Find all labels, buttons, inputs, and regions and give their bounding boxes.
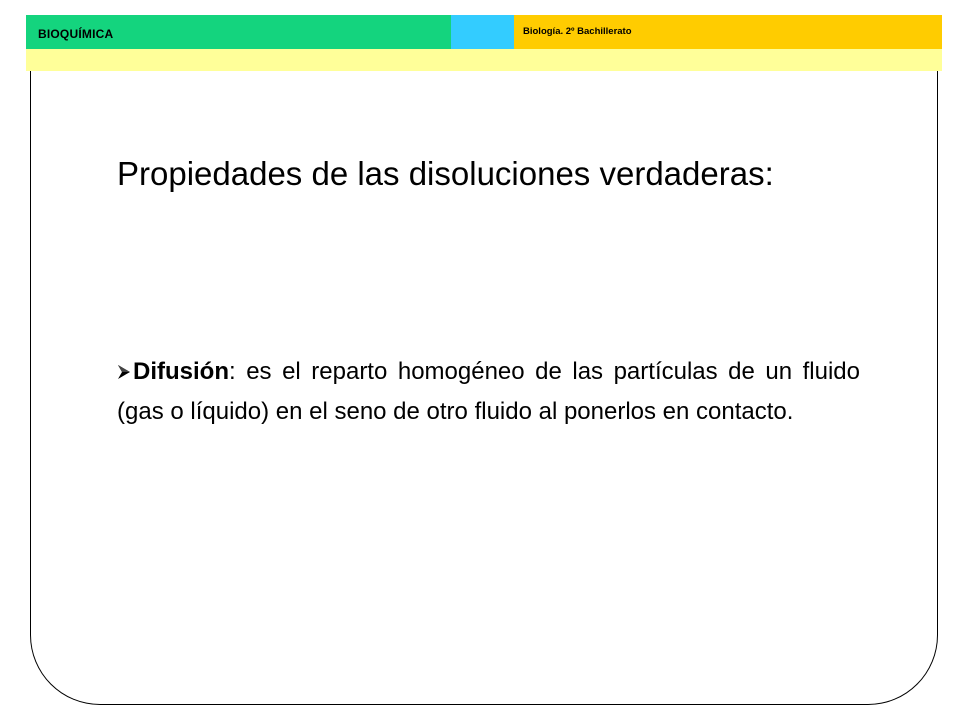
header-subject-band xyxy=(26,15,451,49)
slide-title: Propiedades de las disoluciones verdaderas: xyxy=(117,155,774,192)
bullet-item xyxy=(117,352,860,432)
header-course-band xyxy=(514,15,942,49)
header-accent-block xyxy=(451,15,514,49)
bullet-term: Difusión xyxy=(133,358,229,385)
header-subject: BIOQUÍMICA xyxy=(38,27,114,41)
header-bar xyxy=(26,15,942,49)
bullet-text: : es el reparto homogéneo de las partículas de un fluido (gas o líquido) en el seno de otro fluido al ponerlos en contacto. xyxy=(117,358,860,425)
header-course: Biología. 2º Bachillerato xyxy=(523,26,632,37)
arrow-bullet-icon xyxy=(117,364,131,380)
header-strip xyxy=(26,49,942,71)
